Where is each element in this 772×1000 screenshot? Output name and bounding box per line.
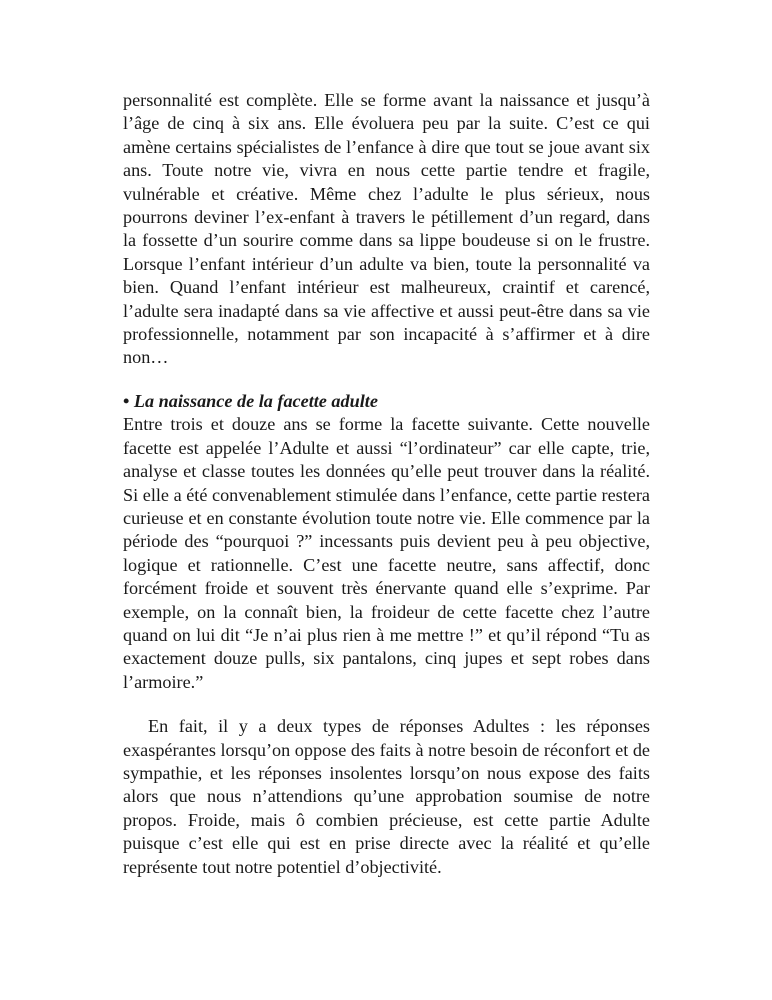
- paragraph-1: personnalité est complète. Elle se forme avant la naissance et jusqu’à l’âge de cinq à six ans. Elle évoluera peu par la suite. C’est ce qui amène certains spécialistes de l’enfance à dire que tout se joue avant six ans. Toute notre vie, vivra en nous cette partie tendre et fragile, vulnérable et créative. Même chez l’adulte le plus sérieux, nous pourrons deviner l’ex-enfant à travers le pétillement d’un regard, dans la fossette d’un sourire comme dans sa lippe boudeuse si on le frustre. Lorsque l’enfant intérieur d’un adulte va bien, toute la personnalité va bien. Quand l’enfant intérieur est malheureux, craintif et carencé, l’adulte sera inadapté dans sa vie affective et aussi peut-être dans sa vie professionnelle, notamment par son incapacité à s’affirmer et à dire non…: [123, 90, 650, 368]
- section-heading-title: La naissance de la facette adulte: [133, 390, 378, 411]
- section-heading: [123, 390, 650, 413]
- paragraph-3: En fait, il y a deux types de réponses Adultes : les réponses exaspérantes lorsqu’on oppose des faits à notre besoin de réconfort et de sympathie, et les réponses insolentes lorsqu’on nous expose des faits alors que nous n’attendions qu’une approbation soumise de notre propos. Froide, mais ô combien précieuse, est cette partie Adulte puisque c’est elle qui est en prise directe avec la réalité et qu’elle représente tout notre potentiel d’objectivité.: [123, 716, 650, 877]
- bullet-marker: •: [123, 390, 130, 411]
- document-page: [123, 89, 650, 879]
- paragraph-2: Entre trois et douze ans se forme la facette suivante. Cette nouvelle facette est appelée l’Adulte et aussi “l’ordinateur” car elle capte, trie, analyse et classe toutes les données qu’elle peut trouver dans la réalité. Si elle a été convenablement stimulée dans l’enfance, cette partie restera curieuse et en constante évolution toute notre vie. Elle commence par la période des “pourquoi ?” incessants puis devient peu à peu objective, logique et rationnelle. C’est une facette neutre, sans affectif, donc forcément froide et souvent très énervante quand elle s’exprime. Par exemple, on la connaît bien, la froideur de cette facette chez l’autre quand on lui dit “Je n’ai plus rien à me mettre !” et qu’il répond “Tu as exactement douze pulls, six pantalons, cinq jupes et sept robes dans l’armoire.”: [123, 414, 650, 692]
